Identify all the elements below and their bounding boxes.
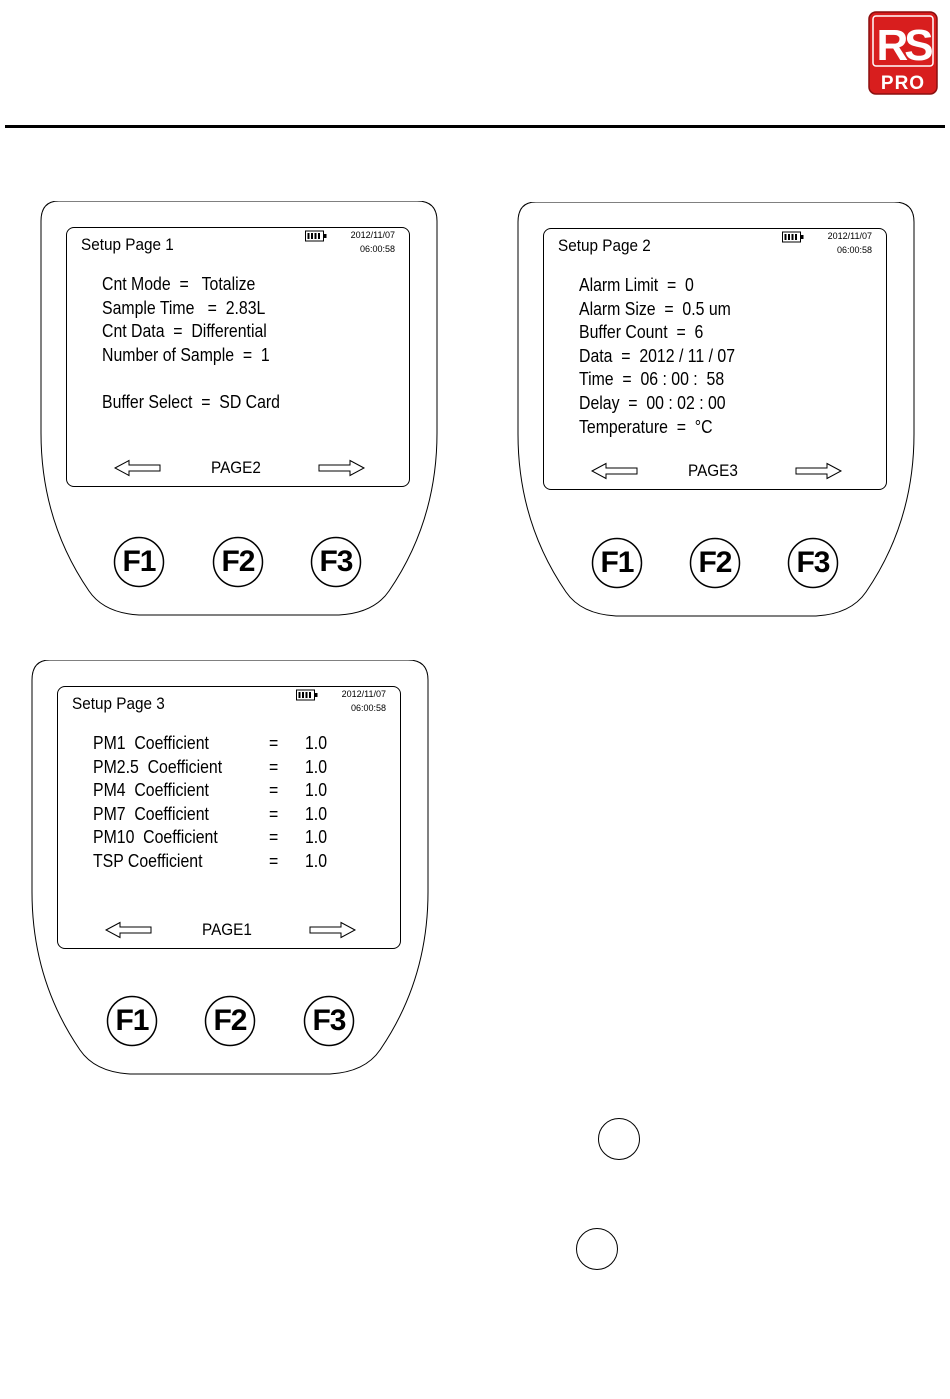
f1-button[interactable] — [113, 536, 165, 588]
setting-line: Delay = 00 : 02 : 00 — [579, 392, 726, 413]
screen-title: Setup Page 3 — [72, 694, 165, 713]
setting-line: Cnt Mode = Totalize — [102, 274, 256, 294]
f3-label: F3 — [319, 545, 353, 578]
f3-button[interactable] — [303, 995, 355, 1047]
f1-label: F1 — [122, 545, 156, 578]
f1-button[interactable] — [591, 537, 643, 589]
setting-line: Alarm Limit = 0 — [579, 275, 694, 295]
date-time — [351, 228, 395, 256]
coefficient-name: PM4 Coefficient — [93, 780, 209, 801]
f2-button[interactable] — [212, 536, 264, 588]
page-label: PAGE2 — [211, 458, 261, 477]
f3-button[interactable] — [787, 537, 839, 589]
f3-label: F3 — [312, 1004, 346, 1037]
date-time — [828, 229, 872, 257]
rs-pro-logo — [868, 11, 938, 95]
battery-icon — [305, 230, 327, 242]
equals-sign: = — [269, 850, 279, 871]
coefficient-row — [93, 732, 373, 756]
settings-list — [102, 273, 304, 415]
f1-button[interactable] — [106, 995, 158, 1047]
arrow-left-icon[interactable] — [114, 459, 162, 477]
battery-icon — [296, 689, 318, 701]
coefficient-value: 1.0 — [305, 803, 328, 824]
setting-line: Alarm Size = 0.5 um — [579, 298, 731, 319]
arrow-left-icon[interactable] — [591, 462, 639, 480]
lcd-screen — [66, 227, 410, 487]
coefficient-name: PM10 Coefficient — [93, 827, 218, 848]
f1-label: F1 — [600, 546, 634, 579]
equals-sign: = — [269, 733, 279, 753]
coefficient-name: TSP Coefficient — [93, 850, 203, 871]
device-setup-page-2 — [516, 202, 916, 622]
coefficient-value: 1.0 — [305, 850, 328, 871]
equals-sign: = — [269, 803, 279, 824]
device-setup-page-1 — [39, 201, 439, 621]
coefficient-row — [93, 756, 373, 780]
equals-sign: = — [269, 827, 279, 848]
setting-line: Time = 06 : 00 : 58 — [579, 369, 725, 390]
setting-line: Buffer Count = 6 — [579, 322, 704, 343]
battery-icon — [782, 231, 804, 243]
coefficient-name: PM2.5 Coefficient — [93, 756, 223, 777]
f2-label: F2 — [221, 545, 255, 578]
settings-list — [579, 274, 756, 439]
equals-sign: = — [269, 756, 279, 777]
page-label: PAGE3 — [688, 461, 738, 480]
svg-text:RS: RS — [876, 21, 930, 70]
arrow-right-icon[interactable] — [794, 462, 842, 480]
lcd-screen — [543, 228, 887, 490]
arrow-right-icon[interactable] — [317, 459, 365, 477]
date-text: 2012/11/07 — [827, 231, 872, 241]
setting-line: Temperature = °C — [579, 416, 713, 437]
svg-text:PRO: PRO — [880, 73, 926, 94]
time-text: 06:00:58 — [359, 244, 395, 254]
arrow-right-icon[interactable] — [308, 921, 356, 939]
screen-title: Setup Page 1 — [81, 235, 174, 254]
coefficient-value: 1.0 — [305, 827, 328, 848]
setting-line: Sample Time = 2.83L — [102, 297, 266, 318]
coefficient-row — [93, 779, 373, 803]
coefficient-row — [93, 803, 373, 827]
f2-label: F2 — [213, 1004, 247, 1037]
page-nav — [58, 920, 400, 940]
coefficient-value: 1.0 — [305, 733, 328, 753]
date-text: 2012/11/07 — [341, 689, 386, 699]
coefficient-value: 1.0 — [305, 756, 328, 777]
setting-line: Data = 2012 / 11 / 07 — [579, 345, 736, 366]
coefficient-name: PM1 Coefficient — [93, 733, 209, 753]
equals-sign: = — [269, 780, 279, 801]
setting-line — [102, 367, 280, 391]
f2-label: F2 — [698, 546, 732, 579]
time-text: 06:00:58 — [836, 245, 872, 255]
coefficient-row — [93, 826, 373, 850]
setting-line: Number of Sample = 1 — [102, 344, 270, 365]
f2-button[interactable] — [204, 995, 256, 1047]
arrow-left-icon[interactable] — [105, 921, 153, 939]
date-text: 2012/11/07 — [350, 230, 395, 240]
empty-circle-marker — [598, 1118, 640, 1160]
screen-title: Setup Page 2 — [558, 236, 651, 255]
date-time — [342, 687, 386, 715]
page-nav — [544, 461, 886, 481]
f2-button[interactable] — [689, 537, 741, 589]
f3-button[interactable] — [310, 536, 362, 588]
coefficient-name: PM7 Coefficient — [93, 803, 209, 824]
setting-line: Cnt Data = Differential — [102, 321, 267, 342]
time-text: 06:00:58 — [350, 703, 386, 713]
empty-circle-marker — [576, 1228, 618, 1270]
f3-label: F3 — [796, 546, 830, 579]
lcd-screen — [57, 686, 401, 949]
page-nav — [67, 458, 409, 478]
device-setup-page-3 — [30, 660, 430, 1080]
f1-label: F1 — [115, 1004, 149, 1037]
coefficient-value: 1.0 — [305, 780, 328, 801]
coefficient-row — [93, 850, 373, 874]
coefficient-table — [93, 732, 373, 874]
page-label: PAGE1 — [202, 920, 252, 939]
setting-line: Buffer Select = SD Card — [102, 391, 280, 412]
header-rule — [5, 125, 945, 128]
